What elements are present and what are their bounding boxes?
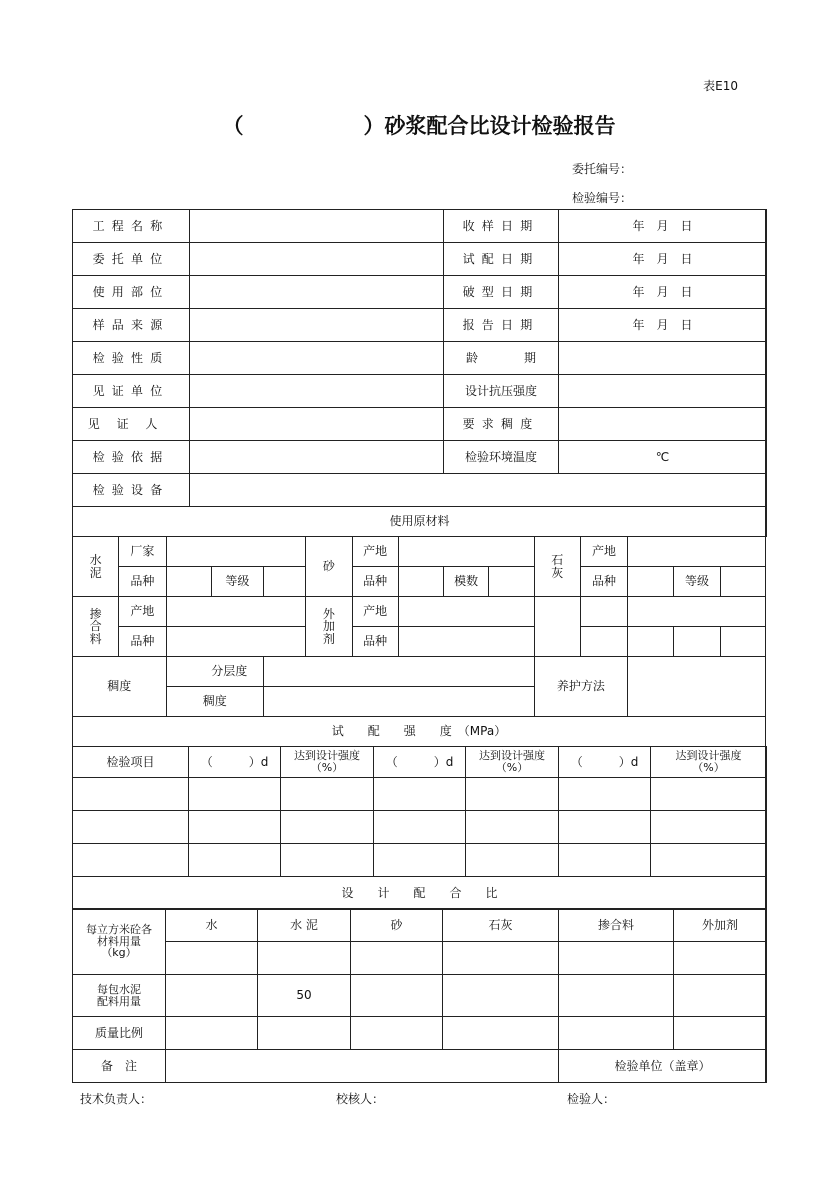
footer-checker: 校核人： (336, 1092, 385, 1106)
label-days-1: （ ）d (189, 747, 281, 778)
label-per-bag: 每包水泥 配料用量 (73, 975, 166, 1017)
strength-cell[interactable] (466, 778, 559, 811)
blank-cell[interactable] (580, 627, 627, 657)
label-design-strength: 设计抗压强度 (444, 375, 559, 408)
blank-cell (534, 597, 580, 657)
label-mass-ratio: 质量比例 (73, 1017, 166, 1050)
value-test-equipment[interactable] (190, 474, 767, 507)
label-sample-source: 样品来源 (73, 309, 190, 342)
value-per-m3-lime[interactable] (443, 942, 559, 975)
value-admixture-variety[interactable] (166, 627, 306, 657)
strength-cell[interactable] (281, 811, 374, 844)
value-env-temp[interactable]: ℃ (559, 441, 767, 474)
label-mix-date: 试配日期 (444, 243, 559, 276)
label-sand-origin: 产地 (352, 537, 398, 567)
value-report-date[interactable]: 年 月 日 (559, 309, 767, 342)
materials-section-title: 使用原材料 (73, 507, 767, 537)
label-lime-variety: 品种 (580, 567, 627, 597)
value-design-strength[interactable] (559, 375, 767, 408)
strength-cell[interactable] (374, 844, 466, 877)
label-admixture: 掺合料 (559, 909, 674, 942)
strength-cell[interactable] (73, 844, 189, 877)
value-witness-unit[interactable] (190, 375, 444, 408)
value-use-location[interactable] (190, 276, 444, 309)
table-row (73, 811, 767, 844)
value-sand-variety[interactable] (398, 567, 443, 597)
mix-section (72, 908, 766, 1083)
value-per-m3-cement[interactable] (258, 942, 351, 975)
value-test-basis[interactable] (190, 441, 444, 474)
value-receive-date[interactable]: 年 月 日 (559, 210, 767, 243)
label-break-date: 破型日期 (444, 276, 559, 309)
title-open-paren: （ (222, 114, 244, 138)
materials-section (72, 536, 766, 747)
label-per-m3: 每立方米砼各 材料用量 （kg） (73, 909, 166, 975)
label-reach-3: 达到设计强度 （%） (651, 747, 767, 778)
value-per-m3-sand[interactable] (351, 942, 443, 975)
value-per-m3-water[interactable] (166, 942, 258, 975)
label-reach-2: 达到设计强度 （%） (466, 747, 559, 778)
label-sand: 砂 (351, 909, 443, 942)
value-remarks[interactable] (166, 1050, 559, 1083)
label-lime: 石灰 (443, 909, 559, 942)
strength-cell[interactable] (559, 811, 651, 844)
value-per-bag-sand[interactable] (351, 975, 443, 1017)
label-layering (166, 657, 211, 687)
strength-section (72, 746, 766, 910)
label-test-item: 检验项目 (73, 747, 189, 778)
label-layering-text: 分层度 (211, 657, 263, 687)
strength-cell[interactable] (281, 778, 374, 811)
mix-section-title: 设 计 配 合 比 (73, 877, 767, 910)
strength-cell[interactable] (281, 844, 374, 877)
label-report-date: 报告日期 (444, 309, 559, 342)
label-sand-variety: 品种 (352, 567, 398, 597)
info-section (72, 209, 766, 537)
footer-tech-lead: 技术负责人： (80, 1092, 153, 1106)
footer-inspector: 检验人： (567, 1092, 616, 1106)
value-per-bag-admixture[interactable] (559, 975, 674, 1017)
label-required-consistency: 要求稠度 (444, 408, 559, 441)
label-additive: 外加剂 (306, 597, 352, 657)
blank-cell[interactable] (628, 627, 674, 657)
value-age[interactable] (559, 342, 767, 375)
label-use-location: 使用部位 (73, 276, 190, 309)
label-receive-date: 收样日期 (444, 210, 559, 243)
label-additive-origin: 产地 (352, 597, 398, 627)
label-age-part2: 期 (524, 350, 537, 365)
value-lime-grade[interactable] (720, 567, 765, 597)
table-row (73, 844, 767, 877)
label-cement: 水泥 (73, 537, 119, 597)
label-remarks: 备 注 (73, 1050, 166, 1083)
label-cement-grade: 等级 (211, 567, 263, 597)
value-ratio-lime[interactable] (443, 1017, 559, 1050)
label-additive: 外加剂 (674, 909, 767, 942)
label-admixture: 掺合料 (73, 597, 119, 657)
value-curing-method[interactable] (628, 657, 766, 717)
value-cement-factory[interactable] (166, 537, 306, 567)
strength-cell[interactable] (374, 811, 466, 844)
value-mix-date[interactable]: 年 月 日 (559, 243, 767, 276)
strength-cell[interactable] (559, 844, 651, 877)
report-title (0, 110, 838, 140)
value-sample-source[interactable] (190, 309, 444, 342)
value-sand-modulus[interactable] (489, 567, 534, 597)
form-code: 表E10 (703, 79, 738, 93)
label-curing-method: 养护方法 (534, 657, 628, 717)
strength-cell[interactable] (189, 778, 281, 811)
table-row (73, 778, 767, 811)
value-per-bag-cement[interactable]: 50 (258, 975, 351, 1017)
value-sand-origin[interactable] (398, 537, 534, 567)
strength-cell[interactable] (651, 778, 767, 811)
value-per-bag-additive[interactable] (674, 975, 767, 1017)
label-days-2: （ ）d (374, 747, 466, 778)
value-ratio-cement[interactable] (258, 1017, 351, 1050)
value-consistency[interactable] (264, 687, 535, 717)
value-per-bag-lime[interactable] (443, 975, 559, 1017)
label-consistency-group: 稠度 (73, 657, 167, 717)
value-break-date[interactable]: 年 月 日 (559, 276, 767, 309)
label-client-unit: 委托单位 (73, 243, 190, 276)
label-test-basis: 检验依据 (73, 441, 190, 474)
entrust-number-label: 委托编号： (572, 162, 633, 176)
strength-cell[interactable] (466, 811, 559, 844)
label-project-name: 工程名称 (73, 210, 190, 243)
label-cement-factory: 厂家 (119, 537, 166, 567)
value-per-bag-water[interactable] (166, 975, 258, 1017)
value-per-m3-additive[interactable] (674, 942, 767, 975)
strength-cell[interactable] (189, 811, 281, 844)
blank-cell[interactable] (674, 627, 720, 657)
label-reach-1: 达到设计强度 （%） (281, 747, 374, 778)
label-additive-variety: 品种 (352, 627, 398, 657)
value-test-nature[interactable] (190, 342, 444, 375)
value-additive-variety[interactable] (398, 627, 534, 657)
label-sand-modulus: 模数 (444, 567, 489, 597)
strength-cell[interactable] (559, 778, 651, 811)
strength-section-title: 试 配 强 度 （MPa） (73, 717, 766, 747)
value-additive-origin[interactable] (398, 597, 534, 627)
strength-cell[interactable] (73, 778, 189, 811)
value-required-consistency[interactable] (559, 408, 767, 441)
test-number-label: 检验编号： (572, 191, 633, 205)
label-test-unit-seal: 检验单位（盖章） (559, 1050, 767, 1083)
label-days-3: （ ）d (559, 747, 651, 778)
value-layering[interactable] (264, 657, 535, 687)
label-sand: 砂 (306, 537, 352, 597)
value-cement-grade[interactable] (264, 567, 306, 597)
label-consistency: 稠度 (166, 687, 264, 717)
label-admixture-variety: 品种 (119, 627, 166, 657)
blank-cell[interactable] (720, 627, 765, 657)
value-ratio-admixture[interactable] (559, 1017, 674, 1050)
label-test-nature: 检验性质 (73, 342, 190, 375)
value-lime-variety[interactable] (628, 567, 674, 597)
value-ratio-additive[interactable] (674, 1017, 767, 1050)
label-age (444, 342, 559, 375)
label-admixture-origin: 产地 (119, 597, 166, 627)
strength-cell[interactable] (189, 844, 281, 877)
value-witness[interactable] (190, 408, 444, 441)
label-witness-unit: 见证单位 (73, 375, 190, 408)
blank-cell[interactable] (628, 597, 766, 627)
label-cement: 水 泥 (258, 909, 351, 942)
label-age-part1: 龄 (465, 350, 478, 365)
label-lime-grade: 等级 (674, 567, 720, 597)
value-admixture-origin[interactable] (166, 597, 306, 627)
value-per-m3-admixture[interactable] (559, 942, 674, 975)
value-cement-variety[interactable] (166, 567, 211, 597)
value-ratio-sand[interactable] (351, 1017, 443, 1050)
label-witness: 见证人 (73, 408, 190, 441)
label-water: 水 (166, 909, 258, 942)
label-cement-variety: 品种 (119, 567, 166, 597)
value-project-name[interactable] (190, 210, 444, 243)
value-lime-origin[interactable] (628, 537, 766, 567)
title-text: ）砂浆配合比设计检验报告 (363, 114, 616, 138)
strength-cell[interactable] (651, 811, 767, 844)
value-ratio-water[interactable] (166, 1017, 258, 1050)
label-env-temp: 检验环境温度 (444, 441, 559, 474)
strength-cell[interactable] (466, 844, 559, 877)
strength-cell[interactable] (374, 778, 466, 811)
strength-cell[interactable] (651, 844, 767, 877)
label-lime: 石灰 (534, 537, 580, 597)
label-test-equipment: 检验设备 (73, 474, 190, 507)
label-lime-origin: 产地 (580, 537, 627, 567)
value-client-unit[interactable] (190, 243, 444, 276)
strength-cell[interactable] (73, 811, 189, 844)
blank-cell[interactable] (580, 597, 627, 627)
